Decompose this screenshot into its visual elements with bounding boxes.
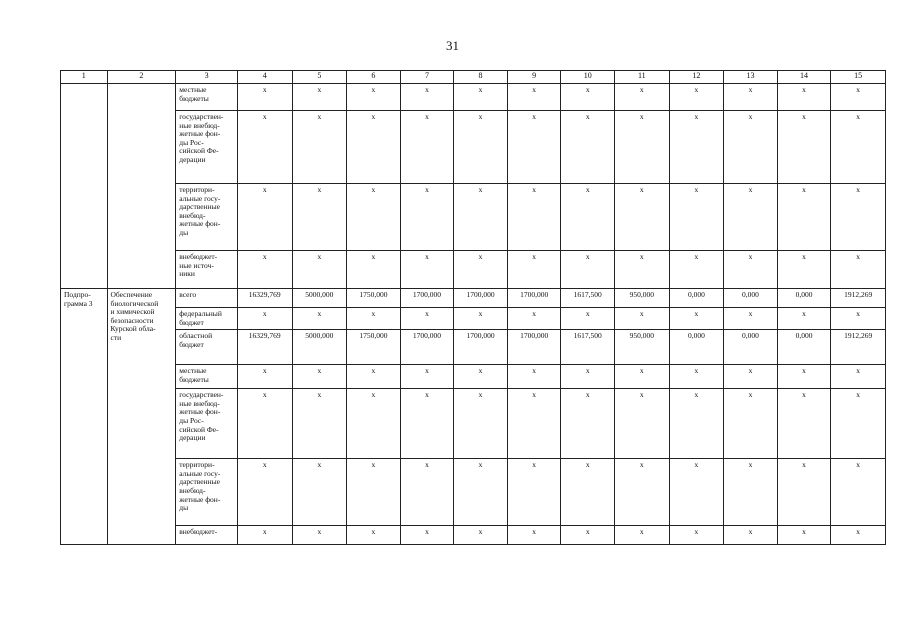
value-cell: x [615, 389, 670, 459]
value-cell: x [615, 459, 670, 526]
value-cell: x [400, 184, 454, 251]
value-cell: x [507, 389, 561, 459]
column-number: 1 [61, 71, 108, 84]
value-cell: x [777, 84, 831, 111]
value-cell: x [454, 251, 508, 289]
value-cell: x [777, 526, 831, 545]
value-cell: x [831, 111, 886, 184]
value-cell: x [237, 308, 292, 330]
funding-source-label: государствен- ные внебюд- жетные фон- ды Рос- сийской Фе- дерации [176, 111, 238, 184]
value-cell: x [777, 365, 831, 389]
value-cell: x [831, 84, 886, 111]
value-cell: 1700,000 [454, 289, 508, 308]
column-number: 3 [176, 71, 238, 84]
funding-source-label: всего [176, 289, 238, 308]
value-cell: x [561, 365, 615, 389]
value-cell: x [831, 251, 886, 289]
value-cell: x [400, 389, 454, 459]
value-cell: x [347, 84, 401, 111]
table-row [61, 365, 886, 389]
value-cell: x [831, 526, 886, 545]
value-cell: x [831, 184, 886, 251]
funding-source-label: территори- альные госу- дарственные внебюд- жетные фон- ды [176, 184, 238, 251]
value-cell: x [724, 84, 778, 111]
value-cell: x [507, 459, 561, 526]
column-number: 15 [831, 71, 886, 84]
value-cell: x [507, 365, 561, 389]
column-number: 10 [561, 71, 615, 84]
column-number: 13 [724, 71, 778, 84]
value-cell: x [507, 84, 561, 111]
value-cell: 1700,000 [400, 289, 454, 308]
value-cell: x [400, 84, 454, 111]
table-row [61, 526, 886, 545]
value-cell: x [292, 308, 347, 330]
column-number: 7 [400, 71, 454, 84]
value-cell: x [669, 526, 724, 545]
column-number: 8 [454, 71, 508, 84]
value-cell: 1750,000 [347, 330, 401, 365]
value-cell: x [561, 526, 615, 545]
value-cell: x [561, 389, 615, 459]
value-cell: x [237, 84, 292, 111]
value-cell: 1912,269 [831, 289, 886, 308]
column-number: 14 [777, 71, 831, 84]
value-cell: 1912,269 [831, 330, 886, 365]
column-number: 2 [107, 71, 176, 84]
value-cell: x [454, 84, 508, 111]
value-cell: x [454, 365, 508, 389]
value-cell: x [561, 459, 615, 526]
value-cell: x [347, 459, 401, 526]
program-name: Подпро- грамма 3 [61, 289, 108, 545]
value-cell: 1700,000 [400, 330, 454, 365]
value-cell: x [831, 459, 886, 526]
value-cell: x [347, 389, 401, 459]
value-cell: 0,000 [724, 289, 778, 308]
value-cell: x [454, 308, 508, 330]
value-cell: x [831, 365, 886, 389]
value-cell: x [292, 111, 347, 184]
funding-source-label: государствен- ные внебюд- жетные фон- ды Рос- сийской Фе- дерации [176, 389, 238, 459]
value-cell: x [615, 111, 670, 184]
column-number: 6 [347, 71, 401, 84]
value-cell: x [292, 389, 347, 459]
value-cell: x [777, 111, 831, 184]
value-cell: x [400, 365, 454, 389]
value-cell: 1617,500 [561, 289, 615, 308]
value-cell: x [724, 251, 778, 289]
funding-source-label: областной бюджет [176, 330, 238, 365]
funding-source-label: местные бюджеты [176, 84, 238, 111]
column-number: 12 [669, 71, 724, 84]
value-cell: x [831, 389, 886, 459]
value-cell: 16329,769 [237, 289, 292, 308]
value-cell: x [507, 251, 561, 289]
value-cell: x [292, 459, 347, 526]
value-cell: x [561, 111, 615, 184]
value-cell: x [615, 308, 670, 330]
value-cell: x [669, 365, 724, 389]
column-number: 9 [507, 71, 561, 84]
value-cell: 950,000 [615, 330, 670, 365]
value-cell: x [237, 389, 292, 459]
funding-source-label: местные бюджеты [176, 365, 238, 389]
table-row [61, 111, 886, 184]
value-cell: x [400, 251, 454, 289]
value-cell: x [777, 459, 831, 526]
value-cell: x [561, 251, 615, 289]
column-number: 11 [615, 71, 670, 84]
description-cell-empty [107, 84, 176, 289]
value-cell: x [724, 308, 778, 330]
value-cell: x [454, 459, 508, 526]
value-cell: 0,000 [777, 330, 831, 365]
value-cell: x [237, 111, 292, 184]
value-cell: 0,000 [724, 330, 778, 365]
funding-source-label: федеральный бюджет [176, 308, 238, 330]
value-cell: x [724, 389, 778, 459]
value-cell: x [507, 526, 561, 545]
value-cell: 5000,000 [292, 330, 347, 365]
value-cell: x [669, 308, 724, 330]
value-cell: x [454, 184, 508, 251]
table-body [61, 71, 886, 545]
value-cell: x [669, 184, 724, 251]
value-cell: 16329,769 [237, 330, 292, 365]
value-cell: x [292, 84, 347, 111]
value-cell: x [292, 526, 347, 545]
value-cell: x [724, 459, 778, 526]
value-cell: x [400, 526, 454, 545]
value-cell: x [669, 84, 724, 111]
value-cell: x [561, 184, 615, 251]
value-cell: x [669, 251, 724, 289]
value-cell: x [669, 111, 724, 184]
value-cell: x [454, 389, 508, 459]
value-cell: x [347, 111, 401, 184]
value-cell: x [777, 389, 831, 459]
value-cell: x [669, 389, 724, 459]
value-cell: x [292, 365, 347, 389]
value-cell: 1750,000 [347, 289, 401, 308]
funding-source-label: территори- альные госу- дарственные внебюд- жетные фон- ды [176, 459, 238, 526]
value-cell: x [777, 251, 831, 289]
value-cell: x [400, 459, 454, 526]
value-cell: x [292, 184, 347, 251]
value-cell: 0,000 [669, 330, 724, 365]
value-cell: x [724, 184, 778, 251]
value-cell: 1700,000 [454, 330, 508, 365]
value-cell: x [831, 308, 886, 330]
value-cell: x [724, 111, 778, 184]
value-cell: x [615, 365, 670, 389]
value-cell: x [347, 184, 401, 251]
table-row [61, 289, 886, 308]
table-row [61, 330, 886, 365]
funding-source-label: внебюджет- [176, 526, 238, 545]
value-cell: 5000,000 [292, 289, 347, 308]
table-row [61, 251, 886, 289]
value-cell: x [347, 308, 401, 330]
value-cell: x [615, 184, 670, 251]
value-cell: x [454, 526, 508, 545]
value-cell: x [237, 184, 292, 251]
value-cell: x [347, 251, 401, 289]
table-row [61, 84, 886, 111]
value-cell: x [669, 459, 724, 526]
header-row [61, 71, 886, 84]
table-row [61, 459, 886, 526]
value-cell: x [777, 308, 831, 330]
value-cell: x [507, 184, 561, 251]
value-cell: x [777, 184, 831, 251]
value-cell: x [615, 526, 670, 545]
table-row [61, 389, 886, 459]
page-number: 31 [446, 38, 459, 53]
value-cell: x [400, 111, 454, 184]
value-cell: 1617,500 [561, 330, 615, 365]
budget-table [60, 70, 886, 545]
value-cell: x [454, 111, 508, 184]
value-cell: x [724, 365, 778, 389]
value-cell: 1700,000 [507, 330, 561, 365]
table-row [61, 308, 886, 330]
value-cell: x [615, 251, 670, 289]
value-cell: x [561, 308, 615, 330]
value-cell: 0,000 [777, 289, 831, 308]
value-cell: x [507, 111, 561, 184]
value-cell: x [237, 251, 292, 289]
funding-source-label: внебюджет- ные источ- ники [176, 251, 238, 289]
value-cell: x [561, 84, 615, 111]
value-cell: x [507, 308, 561, 330]
value-cell: x [237, 459, 292, 526]
value-cell: x [237, 526, 292, 545]
value-cell: 950,000 [615, 289, 670, 308]
program-description: Обеспечение биологической и химической безопасности Курской обла- сти [107, 289, 176, 545]
column-number: 5 [292, 71, 347, 84]
value-cell: x [292, 251, 347, 289]
value-cell: 1700,000 [507, 289, 561, 308]
program-cell-empty [61, 84, 108, 289]
value-cell: x [237, 365, 292, 389]
value-cell: 0,000 [669, 289, 724, 308]
value-cell: x [724, 526, 778, 545]
column-number: 4 [237, 71, 292, 84]
value-cell: x [347, 526, 401, 545]
table-row [61, 184, 886, 251]
value-cell: x [400, 308, 454, 330]
value-cell: x [615, 84, 670, 111]
value-cell: x [347, 365, 401, 389]
